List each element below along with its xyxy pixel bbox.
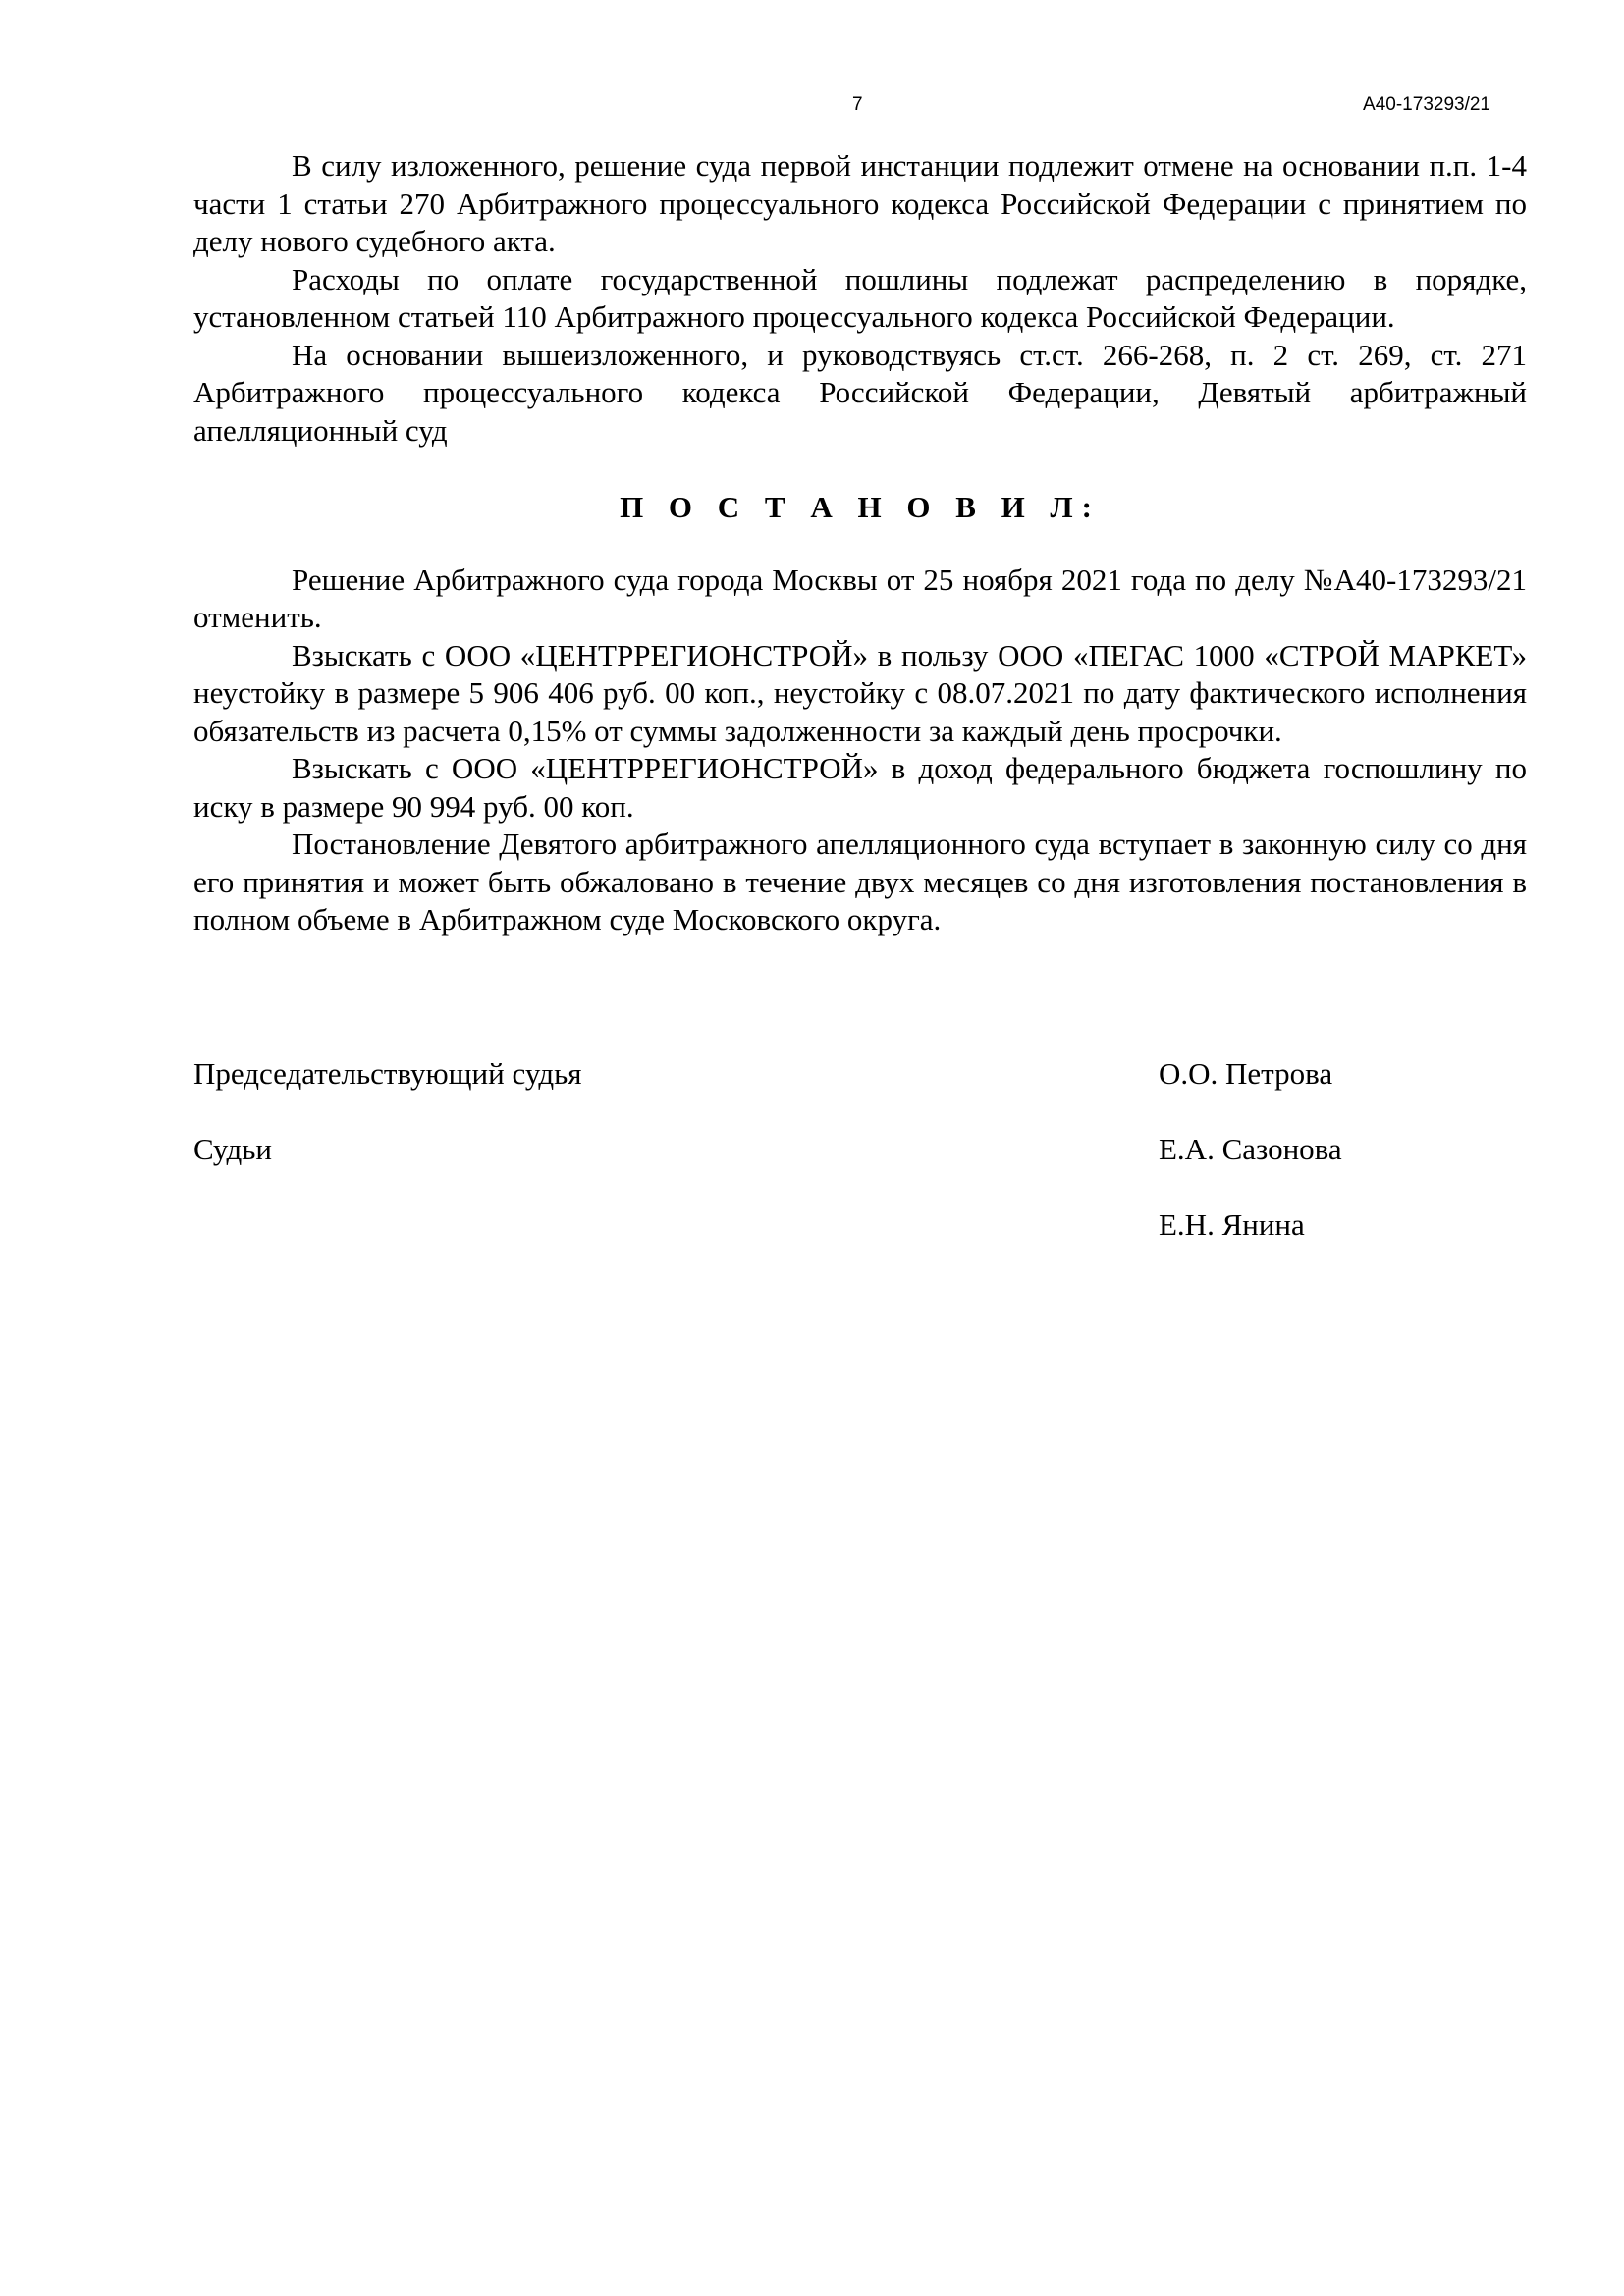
document-body [193, 147, 1527, 939]
decision-heading: П О С Т А Н О В И Л: [620, 490, 1101, 524]
judge-name: Е.Н. Янина [1159, 1207, 1305, 1242]
paragraph-entry-into-force: Постановление Девятого арбитражного апелляционного суда вступает в законную силу со дня его принятия и может быть обжаловано в течение двух месяцев со дня изготовления постановления в полном объеме в Арбитражном суде Московского округа. [193, 827, 1527, 936]
signature-block [193, 1055, 1527, 1282]
paragraph-cancel-decision: Решение Арбитражного суда города Москвы от 25 ноября 2021 года по делу №А40-173293/21 отменить. [193, 561, 1527, 634]
page-number: 7 [852, 94, 863, 115]
judge-name: Е.А. Сазонова [1159, 1132, 1342, 1166]
case-number: А40-173293/21 [1363, 94, 1490, 115]
paragraph-state-duty-recovery: Взыскать с ООО «ЦЕНТРРЕГИОНСТРОЙ» в доход федерального бюджета госпошлину по иску в размере 90 994 руб. 00 коп. [193, 751, 1527, 824]
page-header [0, 94, 1624, 124]
paragraph-penalty-recovery: Взыскать с ООО «ЦЕНТРРЕГИОНСТРОЙ» в пользу ООО «ПЕГАС 1000 «СТРОЙ МАРКЕТ» неустойку в размере 5 906 406 руб. 00 коп., неустойку с 08.07.2021 по дату фактического исполнения обязательств из расчета 0,15% от суммы задолженности за каждый день просрочки. [193, 637, 1527, 748]
signature-row [193, 1131, 1527, 1206]
paragraph-state-fee-distribution: Расходы по оплате государственной пошлины подлежат распределению в порядке, установленном статьей 110 Арбитражного процессуального кодекса Российской Федерации. [193, 261, 1527, 334]
paragraph-legal-basis: На основании вышеизложенного, и руководствуясь ст.ст. 266-268, п. 2 ст. 269, ст. 271 Арбитражного процессуального кодекса Российской Федерации, Девятый арбитражный апелляционный суд [193, 337, 1527, 448]
judges-label: Судьи [193, 1132, 272, 1166]
signature-row [193, 1206, 1527, 1282]
paragraph-cancellation-grounds: В силу изложенного, решение суда первой инстанции подлежит отмене на основании п.п. 1-4 части 1 статьи 270 Арбитражного процессуального кодекса Российской Федерации с принятием по делу нового судебного акта. [193, 148, 1527, 258]
presiding-judge-name: О.О. Петрова [1159, 1056, 1333, 1091]
presiding-judge-label: Председательствующий судья [193, 1056, 582, 1091]
signature-row [193, 1055, 1527, 1131]
